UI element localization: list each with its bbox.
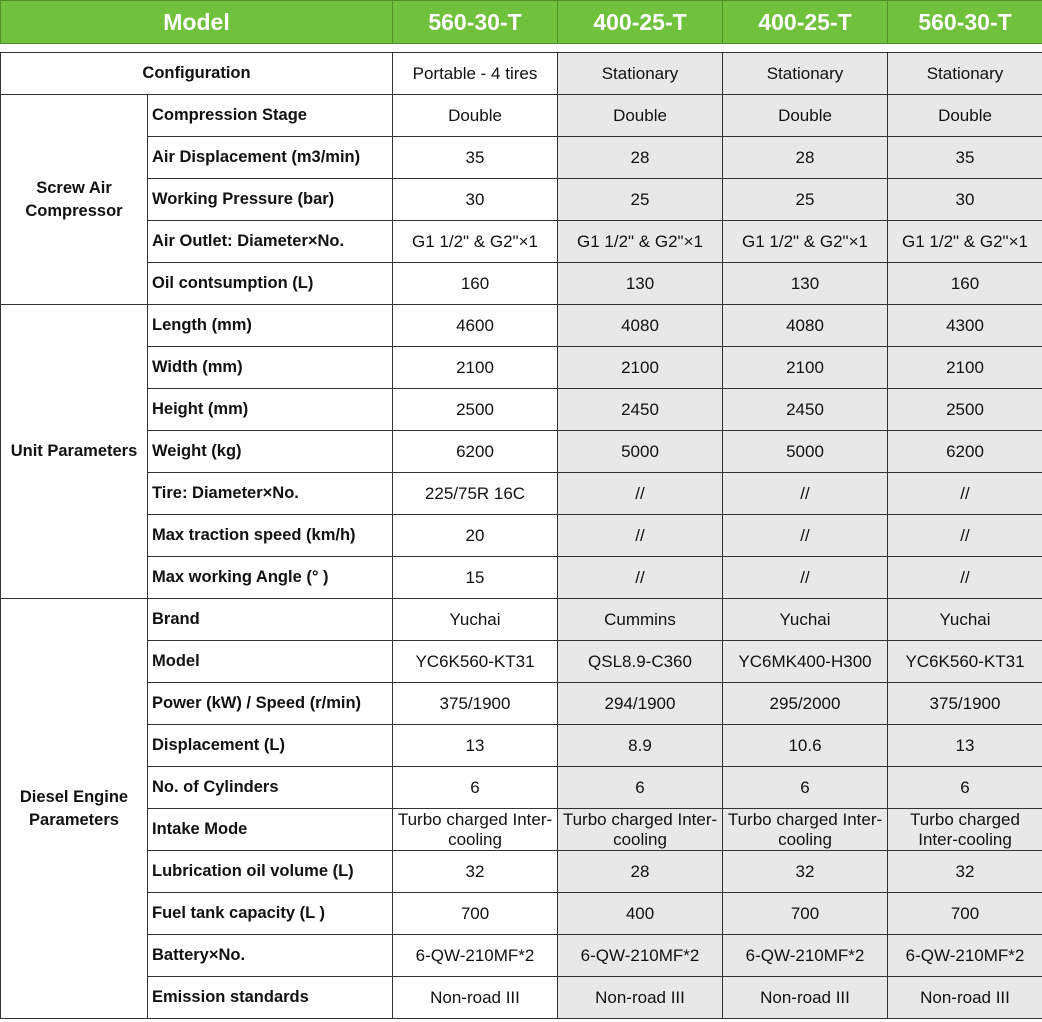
param-label: Length (mm) <box>148 305 393 347</box>
param-label: Emission standards <box>148 977 393 1019</box>
spec-value: 32 <box>723 851 888 893</box>
spec-row <box>1 515 1042 557</box>
spec-value: // <box>723 473 888 515</box>
spec-value: 4080 <box>723 305 888 347</box>
param-label: Brand <box>148 599 393 641</box>
spec-value: 10.6 <box>723 725 888 767</box>
spec-value: 2450 <box>723 389 888 431</box>
spec-row <box>1 305 1042 347</box>
spec-value: 2500 <box>888 389 1042 431</box>
spec-value: 700 <box>888 893 1042 935</box>
spec-value: Yuchai <box>888 599 1042 641</box>
param-label: Oil contsumption (L) <box>148 263 393 305</box>
spec-value: 225/75R 16C <box>393 473 558 515</box>
spec-value: 6-QW-210MF*2 <box>723 935 888 977</box>
spec-value: YC6MK400-H300 <box>723 641 888 683</box>
spec-row <box>1 221 1042 263</box>
param-label: Model <box>148 641 393 683</box>
spec-value: 35 <box>393 137 558 179</box>
spec-value: YC6K560-KT31 <box>393 641 558 683</box>
spec-value: 2100 <box>558 347 723 389</box>
spec-row <box>1 809 1042 851</box>
spec-value: Cummins <box>558 599 723 641</box>
spec-value: Non-road III <box>558 977 723 1019</box>
spec-value: Non-road III <box>888 977 1042 1019</box>
model-header <box>0 0 1042 44</box>
model-label: Model <box>1 1 393 44</box>
param-label: Air Displacement (m3/min) <box>148 137 393 179</box>
spec-value: 35 <box>888 137 1042 179</box>
spec-value: // <box>888 557 1042 599</box>
spec-row <box>1 179 1042 221</box>
spec-row <box>1 683 1042 725</box>
configuration-value: Stationary <box>888 53 1042 95</box>
spec-value: 4600 <box>393 305 558 347</box>
spec-row <box>1 557 1042 599</box>
group-label: Unit Parameters <box>1 305 148 599</box>
spec-value: Yuchai <box>393 599 558 641</box>
spec-value: QSL8.9-C360 <box>558 641 723 683</box>
spec-value: 6 <box>723 767 888 809</box>
spec-value: Yuchai <box>723 599 888 641</box>
param-label: No. of Cylinders <box>148 767 393 809</box>
spec-value: // <box>558 515 723 557</box>
spec-value: Turbo charged Inter-cooling <box>888 809 1042 851</box>
spec-value: 130 <box>723 263 888 305</box>
spec-value: 20 <box>393 515 558 557</box>
group-label: Screw Air Compressor <box>1 95 148 305</box>
spec-value: 375/1900 <box>393 683 558 725</box>
spec-value: 6 <box>888 767 1042 809</box>
configuration-value: Portable - 4 tires <box>393 53 558 95</box>
spec-value: 130 <box>558 263 723 305</box>
model-name: 560-30-T <box>888 1 1042 44</box>
param-label: Power (kW) / Speed (r/min) <box>148 683 393 725</box>
param-label: Battery×No. <box>148 935 393 977</box>
spec-value: Non-road III <box>393 977 558 1019</box>
spec-value: 6 <box>393 767 558 809</box>
spec-value: 25 <box>723 179 888 221</box>
spec-value: 30 <box>393 179 558 221</box>
spec-value: Double <box>723 95 888 137</box>
param-label: Displacement (L) <box>148 725 393 767</box>
spec-row <box>1 137 1042 179</box>
spec-value: 375/1900 <box>888 683 1042 725</box>
spec-value: 6200 <box>393 431 558 473</box>
spec-value: 160 <box>393 263 558 305</box>
spec-value: // <box>723 557 888 599</box>
spec-row <box>1 263 1042 305</box>
configuration-value: Stationary <box>723 53 888 95</box>
header-row <box>1 1 1042 44</box>
spec-value: Turbo charged Inter-cooling <box>723 809 888 851</box>
spec-value: // <box>558 557 723 599</box>
param-label: Working Pressure (bar) <box>148 179 393 221</box>
spec-row <box>1 893 1042 935</box>
spec-value: 400 <box>558 893 723 935</box>
model-name: 560-30-T <box>393 1 558 44</box>
spec-value: 6-QW-210MF*2 <box>558 935 723 977</box>
spec-row <box>1 431 1042 473</box>
spec-value: 6-QW-210MF*2 <box>393 935 558 977</box>
spec-table <box>0 52 1042 1019</box>
spec-value: 700 <box>393 893 558 935</box>
spec-value: Turbo charged Inter-cooling <box>558 809 723 851</box>
spec-row <box>1 599 1042 641</box>
spec-value: 700 <box>723 893 888 935</box>
spec-row <box>1 347 1042 389</box>
param-label: Height (mm) <box>148 389 393 431</box>
spec-row <box>1 725 1042 767</box>
spec-value: 295/2000 <box>723 683 888 725</box>
spec-value: 5000 <box>558 431 723 473</box>
spec-value: 15 <box>393 557 558 599</box>
spec-value: YC6K560-KT31 <box>888 641 1042 683</box>
spec-value: 30 <box>888 179 1042 221</box>
spec-value: 294/1900 <box>558 683 723 725</box>
param-label: Intake Mode <box>148 809 393 851</box>
spec-value: 8.9 <box>558 725 723 767</box>
model-name: 400-25-T <box>558 1 723 44</box>
param-label: Compression Stage <box>148 95 393 137</box>
spec-row <box>1 641 1042 683</box>
spec-row <box>1 389 1042 431</box>
spec-value: // <box>888 473 1042 515</box>
spec-value: 6200 <box>888 431 1042 473</box>
param-label: Weight (kg) <box>148 431 393 473</box>
spec-value: 2100 <box>888 347 1042 389</box>
spec-value: 5000 <box>723 431 888 473</box>
spec-value: Non-road III <box>723 977 888 1019</box>
spec-value: // <box>888 515 1042 557</box>
param-label: Air Outlet: Diameter×No. <box>148 221 393 263</box>
param-label: Width (mm) <box>148 347 393 389</box>
configuration-value: Stationary <box>558 53 723 95</box>
spec-value: Double <box>888 95 1042 137</box>
spec-value: 2500 <box>393 389 558 431</box>
configuration-row <box>1 53 1042 95</box>
spec-value: // <box>558 473 723 515</box>
spec-row <box>1 95 1042 137</box>
configuration-label: Configuration <box>1 53 393 95</box>
spec-value: // <box>723 515 888 557</box>
spec-value: G1 1/2" & G2"×1 <box>393 221 558 263</box>
spec-value: 4080 <box>558 305 723 347</box>
group-label: Diesel Engine Parameters <box>1 599 148 1019</box>
spec-row <box>1 935 1042 977</box>
spec-row <box>1 767 1042 809</box>
param-label: Tire: Diameter×No. <box>148 473 393 515</box>
param-label: Lubrication oil volume (L) <box>148 851 393 893</box>
spec-value: 28 <box>558 137 723 179</box>
spec-value: 28 <box>558 851 723 893</box>
spec-row <box>1 473 1042 515</box>
spec-value: G1 1/2" & G2"×1 <box>723 221 888 263</box>
spec-value: 13 <box>888 725 1042 767</box>
spec-value: G1 1/2" & G2"×1 <box>558 221 723 263</box>
model-name: 400-25-T <box>723 1 888 44</box>
param-label: Fuel tank capacity (L ) <box>148 893 393 935</box>
spec-row <box>1 851 1042 893</box>
spec-value: Double <box>393 95 558 137</box>
spec-value: 13 <box>393 725 558 767</box>
spec-value: 28 <box>723 137 888 179</box>
spec-value: G1 1/2" & G2"×1 <box>888 221 1042 263</box>
spec-value: 2100 <box>393 347 558 389</box>
param-label: Max working Angle (° ) <box>148 557 393 599</box>
spec-value: 32 <box>888 851 1042 893</box>
spec-value: Turbo charged Inter-cooling <box>393 809 558 851</box>
spec-row <box>1 977 1042 1019</box>
spec-value: 32 <box>393 851 558 893</box>
spec-value: 25 <box>558 179 723 221</box>
spec-value: 6-QW-210MF*2 <box>888 935 1042 977</box>
spec-value: 2100 <box>723 347 888 389</box>
spec-value: 6 <box>558 767 723 809</box>
spec-value: 4300 <box>888 305 1042 347</box>
spec-value: 160 <box>888 263 1042 305</box>
spec-value: Double <box>558 95 723 137</box>
param-label: Max traction speed (km/h) <box>148 515 393 557</box>
spec-value: 2450 <box>558 389 723 431</box>
